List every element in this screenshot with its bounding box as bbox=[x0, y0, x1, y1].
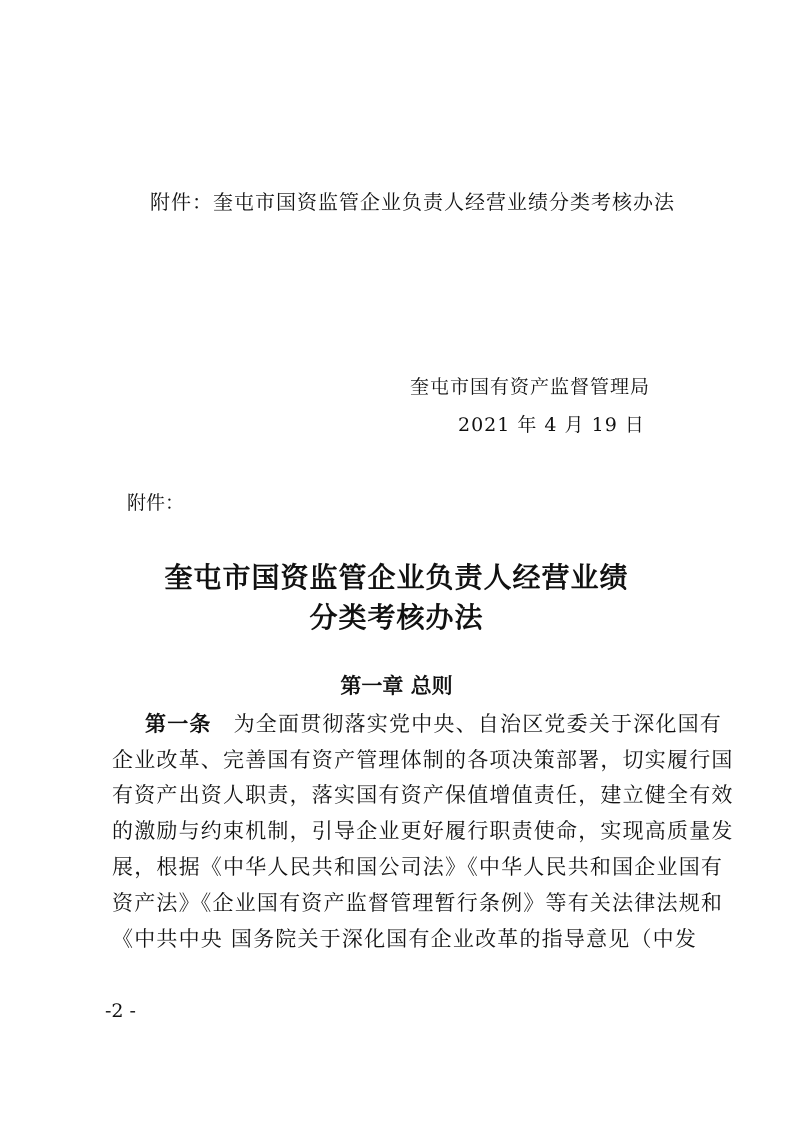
attachment-label: 附件： bbox=[127, 492, 185, 514]
body-line: 资产法》《企业国有资产监督管理暂行条例》等有关法律法规和 bbox=[112, 891, 724, 915]
issuing-organization: 奎屯市国有资产监督管理局 bbox=[410, 376, 651, 398]
attachment-title: 附件：奎屯市国资监管企业负责人经营业绩分类考核办法 bbox=[150, 190, 675, 214]
article-first-line bbox=[145, 708, 722, 738]
body-line: 《中共中央 国务院关于深化国有企业改革的指导意见（中发 bbox=[112, 927, 698, 951]
article-label: 第一条 bbox=[145, 712, 212, 736]
document-title-line-1: 奎屯市国资监管企业负责人经营业绩 bbox=[164, 561, 629, 594]
document-title-line-2: 分类考核办法 bbox=[309, 601, 484, 634]
body-line: 的激励与约束机制，引导企业更好履行职责使命，实现高质量发 bbox=[112, 819, 734, 843]
page-number: -2 - bbox=[105, 1000, 136, 1022]
body-line: 企业改革、完善国有资产管理体制的各项决策部署，切实履行国 bbox=[112, 748, 734, 772]
issue-date: 2021 年 4 月 19 日 bbox=[458, 414, 645, 436]
body-line: 为全面贯彻落实党中央、自治区党委关于深化国有 bbox=[233, 712, 723, 736]
body-line: 展，根据《中华人民共和国公司法》《中华人民共和国企业国有 bbox=[112, 855, 724, 879]
chapter-heading: 第一章 总则 bbox=[340, 674, 453, 698]
body-line: 有资产出资人职责，落实国有资产保值增值责任，建立健全有效 bbox=[112, 783, 734, 807]
